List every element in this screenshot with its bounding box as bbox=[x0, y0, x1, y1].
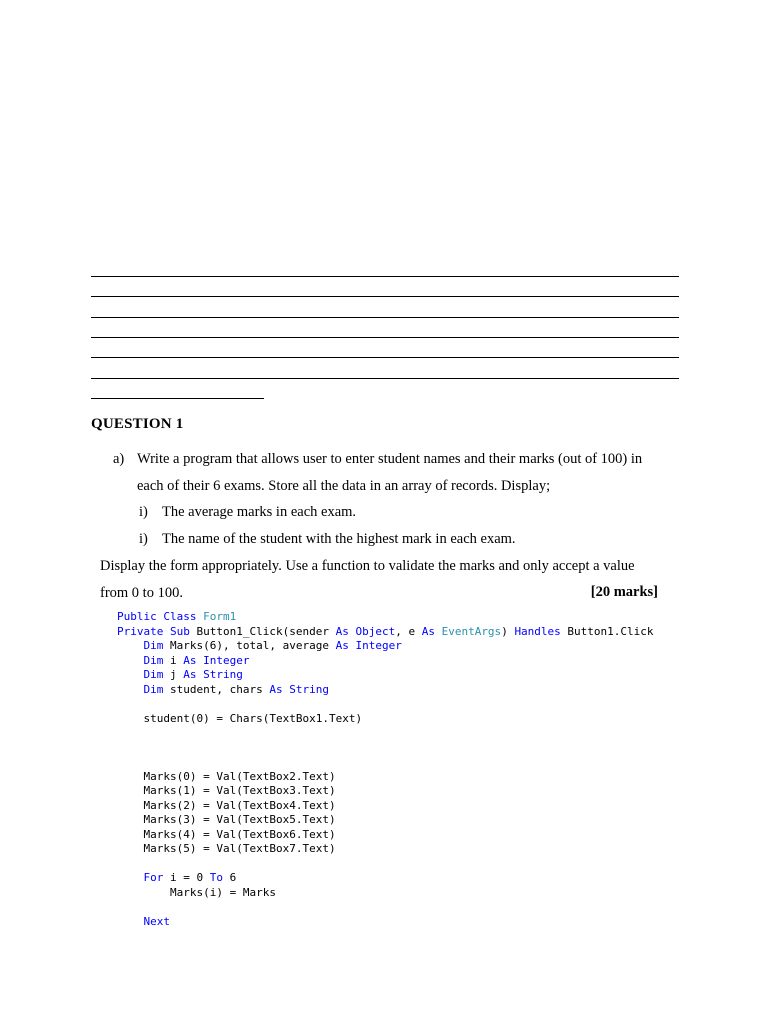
answer-line-5 bbox=[91, 357, 679, 358]
part-a-line-2: each of their 6 exams. Store all the data in an array of records. Display; bbox=[137, 478, 551, 494]
code-line: Dim i As Integer bbox=[143, 653, 250, 667]
instruction-line-2: from 0 to 100. bbox=[100, 585, 183, 601]
instruction-line-1: Display the form appropriately. Use a function to validate the marks and only accept a value bbox=[100, 558, 635, 574]
answer-line-7 bbox=[91, 398, 264, 399]
answer-line-3 bbox=[91, 317, 679, 318]
code-listing bbox=[117, 610, 654, 929]
item-2-text: The name of the student with the highest mark in each exam. bbox=[162, 531, 516, 547]
answer-line-2 bbox=[91, 296, 679, 297]
code-line: Marks(1) = Val(TextBox3.Text) bbox=[143, 784, 336, 797]
code-line: Dim student, chars As String bbox=[143, 682, 329, 696]
code-line bbox=[117, 900, 654, 915]
code-line bbox=[117, 726, 654, 741]
code-line: Next bbox=[143, 914, 170, 928]
part-a-line-1: Write a program that allows user to enter student names and their marks (out of 100) in bbox=[137, 451, 643, 467]
item-2-number: i) bbox=[139, 531, 148, 547]
marks-allocation: [20 marks] bbox=[590, 584, 658, 600]
item-1-number: i) bbox=[139, 504, 148, 520]
code-line: For i = 0 To 6 bbox=[143, 871, 237, 884]
answer-line-6 bbox=[91, 378, 679, 379]
code-line bbox=[117, 857, 654, 872]
question-heading: QUESTION 1 bbox=[91, 416, 184, 432]
part-a-label: a) bbox=[113, 451, 125, 467]
code-line: Dim Marks(6), total, average As Integer bbox=[143, 639, 402, 652]
code-line: Public Class Form1 bbox=[117, 610, 237, 623]
item-1-text: The average marks in each exam. bbox=[162, 504, 357, 520]
code-line bbox=[117, 697, 654, 712]
code-line: Marks(4) = Val(TextBox6.Text) bbox=[143, 827, 336, 841]
code-line bbox=[117, 741, 654, 756]
code-line bbox=[117, 755, 654, 770]
answer-line-4 bbox=[91, 337, 679, 338]
answer-line-1 bbox=[91, 276, 679, 277]
code-line: Dim j As String bbox=[143, 668, 243, 681]
code-line: student(0) = Chars(TextBox1.Text) bbox=[143, 711, 363, 725]
code-line: Marks(i) = Marks bbox=[169, 885, 276, 899]
code-line: Marks(3) = Val(TextBox5.Text) bbox=[143, 813, 336, 826]
code-line: Marks(2) = Val(TextBox4.Text) bbox=[143, 798, 336, 812]
code-line: Marks(0) = Val(TextBox2.Text) bbox=[143, 769, 336, 783]
code-line: Private Sub Button1_Click(sender As Object, e As EventArgs) Handles Button1.Click bbox=[117, 624, 654, 638]
code-line: Marks(5) = Val(TextBox7.Text) bbox=[143, 842, 336, 855]
